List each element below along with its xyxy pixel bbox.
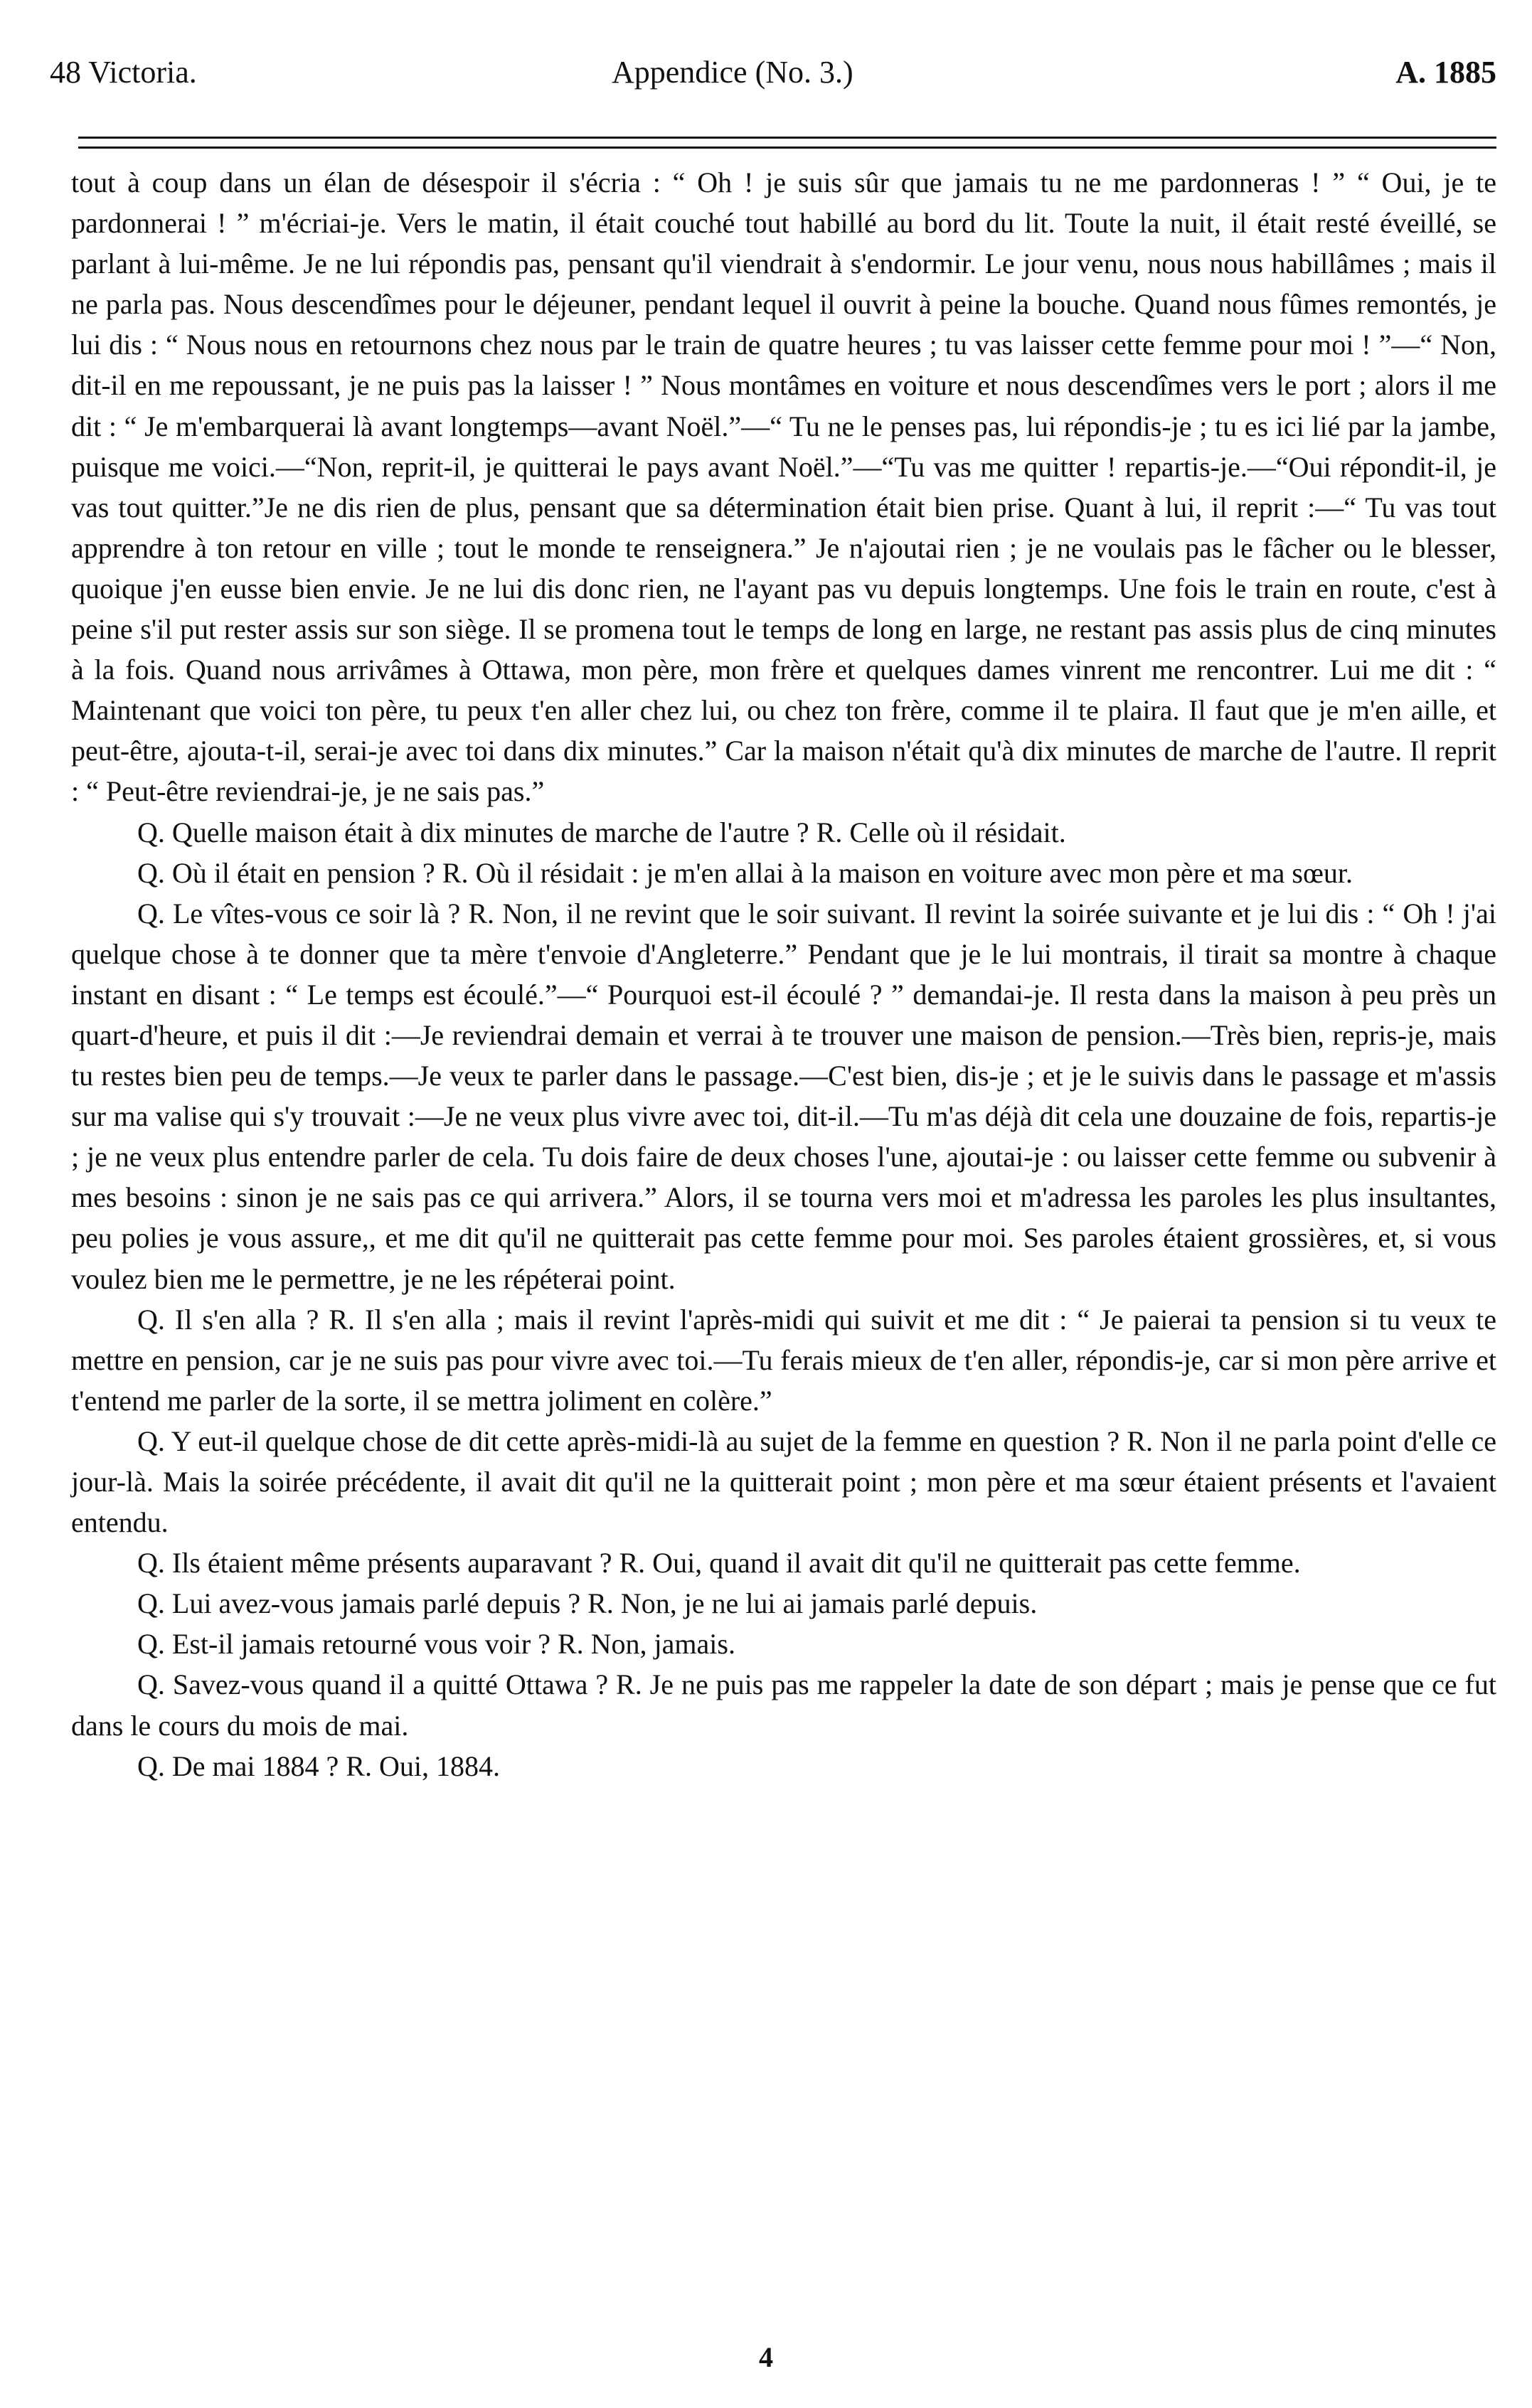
- running-header: [50, 51, 1496, 94]
- page-number: 4: [759, 2341, 773, 2373]
- header-rule-top: [78, 137, 1496, 139]
- qa-paragraph: Q. Ils étaient même présents auparavant ? R. Oui, quand il avait dit qu'il ne quitterait pas cette femme.: [137, 1547, 1301, 1579]
- header-appendix-title: Appendice (No. 3.): [612, 55, 853, 90]
- qa-paragraph: Q. Quelle maison était à dix minutes de marche de l'autre ? R. Celle où il résidait.: [137, 816, 1066, 848]
- header-year: A. 1885: [1395, 55, 1496, 90]
- qa-paragraph: Q. Où il était en pension ? R. Où il résidait : je m'en allai à la maison en voiture avec mon père et ma sœur.: [137, 856, 1353, 889]
- qa-paragraph: Q. Lui avez-vous jamais parlé depuis ? R. Non, je ne lui ai jamais parlé depuis.: [137, 1587, 1038, 1620]
- qa-paragraph: Q. Savez-vous quand il a quitté Ottawa ? R. Je ne puis pas me rappeler la date de son départ ; mais je pense que ce fut dans le cours du mois de mai.: [71, 1668, 1496, 1742]
- qa-paragraph: Q. Le vîtes-vous ce soir là ? R. Non, il ne revint que le soir suivant. Il revint la soirée suivante et je lui dis : “ Oh ! j'ai quelque chose à te donner que ta mère t'envoie d'Angleterre.” Pendant que je le lui montrais, il tirait sa montre à chaque instant en disant : “ Le temps est écoulé.”—“ Pourquoi est-il écoulé ? ” demandai-je. Il resta dans la maison à peu près un quart-d'heure, et puis il dit :—Je reviendrai demain et verrai à te trouver une maison de pension.—Très bien, repris-je, mais tu restes bien peu de temps.—Je veux te parler dans le passage.—C'est bien, dis-je ; et je le suivis dans le passage et m'assis sur ma valise qui s'y trouvait :—Je ne veux plus vivre avec toi, dit-il.—Tu m'as déjà dit cela une douzaine de fois, repartis-je ; je ne veux plus entendre parler de cela. Tu dois faire de deux choses l'une, ajoutai-je : ou laisser cette femme ou subvenir à mes besoins : sinon je ne sais pas ce qui arrivera.” Alors, il se tourna vers moi et m'adressa les paroles les plus insultantes, peu polies je vous assure,, et me dit qu'il ne quitterait pas cette femme pour moi. Ses paroles étaient grossières, et, si vous voulez bien me le permettre, je ne les répéterai point.: [71, 897, 1496, 1295]
- qa-paragraph: Q. Il s'en alla ? R. Il s'en alla ; mais il revint l'après-midi qui suivit et me dit : “ Je paierai ta pension si tu veux te mettre en pension, car je ne suis pas pour vivre avec toi.—Tu ferais mieux de t'en aller, répondis-je, car si mon père arrive et t'entend me parler de la sorte, il se mettra joliment en colère.”: [71, 1303, 1496, 1417]
- qa-paragraph: Q. Est-il jamais retourné vous voir ? R. Non, jamais.: [137, 1628, 735, 1661]
- qa-paragraph: Q. De mai 1884 ? R. Oui, 1884.: [137, 1749, 500, 1782]
- header-rule-bottom: [78, 146, 1496, 149]
- qa-paragraph: Q. Y eut-il quelque chose de dit cette après-midi-là au sujet de la femme en question ? R. Non il ne parla point d'elle ce jour-là. Mais la soirée précédente, il avait dit qu'il ne la quitterait point ; mon père et ma sœur étaient présents et l'avaient entendu.: [71, 1424, 1496, 1539]
- paragraph-continued: tout à coup dans un élan de désespoir il s'écria : “ Oh ! je suis sûr que jamais tu ne me pardonneras ! ” “ Oui, je te pardonnerai ! ” m'écriai-je. Vers le matin, il était couché tout habillé au bord du lit. Toute la nuit, il était resté éveillé, se parlant à lui-même. Je ne lui répondis pas, pensant qu'il viendrait à s'endormir. Le jour venu, nous nous habillâmes ; mais il ne parla pas. Nous descendîmes pour le déjeuner, pendant lequel il ouvrit à peine la bouche. Quand nous fûmes remontés, je lui dis : “ Nous nous en retournons chez nous par le train de quatre heures ; tu vas laisser cette femme pour moi ! ”—“ Non, dit-il en me repoussant, je ne puis pas la laisser ! ” Nous montâmes en voiture et nous descendîmes vers le port ; alors il me dit : “ Je m'embarquerai là avant longtemps—avant Noël.”—“ Tu ne le penses pas, lui répondis-je ; tu es ici lié par la jambe, puisque me voici.—“Non, reprit-il, je quitterai le pays avant Noël.”—“Tu vas me quitter ! repartis-je.—“Oui répondit-il, je vas tout quitter.”Je ne dis rien de plus, pensant que sa détermination était bien prise. Quant à lui, il reprit :—“ Tu vas tout apprendre à ton retour en ville ; tout le monde te renseignera.” Je n'ajoutai rien ; je ne voulais pas le fâcher ou le blesser, quoique j'en eusse bien envie. Je ne lui dis donc rien, ne l'ayant pas vu depuis longtemps. Une fois le train en route, c'est à peine s'il put rester assis sur son siège. Il se promena tout le temps de long en large, ne restant pas assis plus de cinq minutes à la fois. Quand nous arrivâmes à Ottawa, mon père, mon frère et quelques dames vinrent me rencontrer. Lui me dit : “ Maintenant que voici ton père, tu peux t'en aller chez lui, ou chez ton frère, comme il te plaira. Il faut que je m'en aille, et peut-être, ajouta-t-il, serai-je avec toi dans dix minutes.” Car la maison n'était qu'à dix minutes de marche de l'autre. Il reprit : “ Peut-être reviendrai-je, je ne sais pas.”: [71, 166, 1496, 808]
- body-text: [71, 162, 1496, 1786]
- header-session: 48 Victoria.: [50, 55, 197, 90]
